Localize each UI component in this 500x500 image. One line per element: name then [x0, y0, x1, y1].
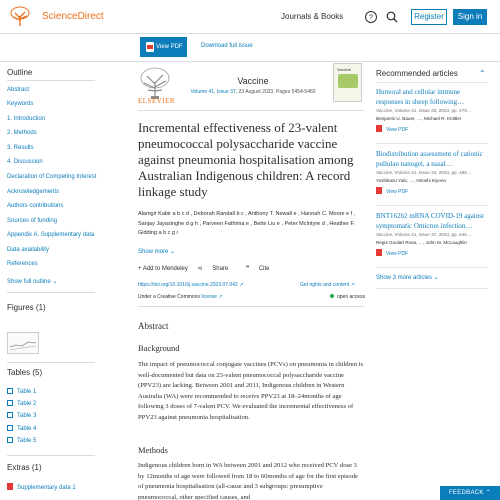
background-paragraph: The impact of pneumococcal conjugate vaccines (PCVs) on pneumonia in children is well-documented but data on 23-valent pneumococcal polysaccharide vaccine (PPV23) are lacking. Between 2001 and 2011, Indigenous children in Western Australia (WA) were recommended to receive PPV23 at 18–24months of age following 3 doses of 7-valent PCV. We evaluated the incremental effectiveness of PPV23 against pneumonia hospitalisation.: [138, 361, 364, 421]
table-icon: [7, 425, 13, 431]
divider: [7, 80, 95, 81]
share-icon: ⋖: [197, 266, 203, 272]
recommended-pdf-link[interactable]: View PDF: [376, 187, 488, 195]
journals-books-link[interactable]: Journals & Books: [281, 12, 344, 21]
abstract-heading: Abstract: [138, 321, 169, 331]
table-link-4[interactable]: Table 4: [7, 425, 36, 432]
table-link-2[interactable]: Table 2: [7, 400, 36, 407]
feedback-button[interactable]: FEEDBACK ⌃: [440, 486, 500, 500]
cover-image: [338, 74, 358, 88]
document-icon: [7, 483, 13, 490]
methods-heading: Methods: [138, 445, 168, 455]
divider: [7, 455, 95, 456]
doi-link[interactable]: https://doi.org/10.1016/j.vaccine.2023.07.042 ↗: [138, 282, 244, 288]
table-link-1[interactable]: Table 1: [7, 388, 36, 395]
divider: [376, 288, 488, 289]
recommended-title[interactable]: BNT162b2 mRNA COVID-19 against symptomatic Omicron infection…: [376, 212, 484, 230]
recommended-authors: Yoshikazu Yuki, …, Hiroshi Kiyono: [376, 178, 446, 183]
recommended-title[interactable]: Biodistribution assessment of cationic pullulan nanogel, a nasal…: [376, 150, 483, 168]
methods-paragraph: Indigenous children born in WA between 2001 and 2012 who received PCV dose 3 by 12months of age were followed from 18 to 60months of age for the first episode of pneumonia hospitalisation (all-cause and 3 subgroups: presumptive pneumococcal, other specified causes, and: [138, 462, 358, 500]
quote-icon: ❞: [245, 266, 250, 272]
outline-item-abstract[interactable]: Abstract: [7, 87, 30, 93]
divider: [138, 110, 364, 111]
recommended-heading: Recommended articles: [376, 69, 458, 78]
recommended-pdf-link[interactable]: View PDF: [376, 249, 488, 257]
external-link-icon: ↗: [239, 282, 244, 288]
license-link[interactable]: license: [201, 294, 217, 300]
table-icon: [7, 388, 13, 394]
recommended-authors: Benjamin U. Bauer, …, Michael R. Knittler: [376, 116, 462, 121]
outline-item-references[interactable]: References: [7, 261, 38, 267]
article-title: Incremental effectiveness of 23-valent pneumococcal polysaccharide vaccine against pneumonia hospitalisation among Australian Indigenous children: A record linkage study: [138, 120, 354, 199]
divider: [376, 267, 488, 268]
recommended-article-2[interactable]: [376, 149, 488, 195]
svg-text:?: ?: [369, 14, 373, 22]
divider: [376, 82, 488, 83]
extras-heading: Extras (1): [7, 463, 42, 472]
chevron-down-icon: ⌄: [52, 279, 58, 285]
outline-item-contributions[interactable]: Authors contributions: [7, 203, 64, 209]
help-icon[interactable]: [364, 10, 378, 24]
supplementary-data-link[interactable]: Supplementary data 1: [7, 483, 76, 491]
table-link-5[interactable]: Table 5: [7, 437, 36, 444]
outline-item-appendix[interactable]: Appendix A. Supplementary data: [7, 232, 95, 238]
recommended-title[interactable]: Humoral and cellular immune responses in sheep following…: [376, 88, 465, 106]
recommended-meta: Vaccine, Volume 41, Issue 37, 2023, pp. 546…: [376, 232, 472, 237]
figures-heading: Figures (1): [7, 303, 46, 312]
divider: [376, 205, 488, 206]
divider: [138, 306, 364, 307]
author-list[interactable]: Alamgir Kabir a b c d , Deborah Randall b c , Anthony T. Newall e , Hannah C. Moore e f , Sanjay Jayasinghe d g h , Parveen Fathima e , Bette Liu e , Peter McIntyre d , Heather F. Gidding a b c g i: [138, 211, 356, 236]
outline-item-methods[interactable]: 2. Methods: [7, 130, 37, 136]
recommended-pdf-link[interactable]: View PDF: [376, 125, 488, 133]
outline-item-introduction[interactable]: 1. Introduction: [7, 116, 46, 122]
show-more-articles-link[interactable]: Show 3 more articles ⌄: [376, 275, 439, 281]
table-icon: [7, 412, 13, 418]
journal-cover[interactable]: [333, 63, 362, 102]
outline-item-competing-interest[interactable]: Declaration of Competing Interest: [7, 174, 97, 180]
add-mendeley-button[interactable]: + Add to Mendeley: [138, 266, 188, 272]
divider: [7, 292, 95, 293]
chevron-up-icon[interactable]: ⌃: [479, 69, 486, 78]
recommended-article-3[interactable]: [376, 211, 488, 257]
recommended-meta: Vaccine, Volume 41, Issue 34, 2023, pp. 499…: [376, 170, 472, 175]
background-heading: Background: [138, 343, 180, 353]
brand-name[interactable]: ScienceDirect: [42, 11, 104, 22]
outline-heading: Outline: [7, 68, 33, 77]
cover-title: Vaccine: [337, 67, 351, 72]
issue-link[interactable]: Volume 41, Issue 37: [190, 89, 236, 95]
journal-title[interactable]: Vaccine: [237, 76, 269, 86]
outline-item-results[interactable]: 3. Results: [7, 145, 34, 151]
recommended-meta: Vaccine, Volume 41, Issue 33, 2023, pp. 479…: [376, 108, 472, 113]
search-icon[interactable]: [385, 10, 399, 24]
view-pdf-label: View PDF: [156, 44, 183, 50]
outline-item-keywords[interactable]: Keywords: [7, 101, 34, 107]
journal-meta: Volume 41, Issue 37, 23 August 2023, Pages 5454-5460: [190, 89, 316, 95]
feedback-chevron-icon: ⌃: [485, 490, 492, 496]
publisher-name: ELSEVIER: [138, 97, 176, 105]
pdf-icon: [376, 125, 382, 132]
share-button[interactable]: ⋖ Share: [197, 266, 229, 272]
rights-link[interactable]: Get rights and content ↗: [300, 282, 355, 288]
open-access-icon: [330, 294, 334, 298]
figure-preview-icon: [8, 333, 38, 353]
open-access-badge: open access: [330, 294, 365, 300]
chevron-down-icon: ⌄: [433, 275, 439, 281]
elsevier-logo-icon: [138, 66, 172, 100]
divider: [376, 143, 488, 144]
outline-item-acknowledgements[interactable]: Acknowledgements: [7, 189, 60, 195]
pdf-icon: [376, 187, 382, 194]
table-icon: [7, 400, 13, 406]
recommended-authors: Regis Goulart Rosa, …, John M. McLaughlin: [376, 240, 467, 245]
tables-heading: Tables (5): [7, 368, 43, 377]
cite-button[interactable]: ❞ Cite: [245, 266, 270, 272]
recommended-article-1[interactable]: [376, 87, 488, 133]
outline-item-funding[interactable]: Sources of funding: [7, 218, 58, 224]
top-header: [0, 0, 500, 34]
sign-in-button[interactable]: Sign in: [453, 9, 487, 25]
register-button[interactable]: Register: [411, 9, 447, 25]
external-link-icon: ↗: [218, 294, 223, 300]
show-more-link[interactable]: Show more ⌄: [138, 249, 176, 255]
chevron-down-icon: ⌄: [170, 249, 176, 255]
pdf-icon: [146, 42, 154, 52]
elsevier-tree-icon[interactable]: [8, 6, 32, 28]
table-icon: [7, 437, 13, 443]
outline-item-data-availability[interactable]: Data availability: [7, 247, 50, 253]
table-link-3[interactable]: Table 3: [7, 412, 36, 419]
license-info: Under a Creative Commons license ↗: [138, 294, 223, 300]
external-link-icon: ↗: [350, 282, 355, 288]
view-pdf-button[interactable]: [140, 37, 187, 57]
show-full-outline-link[interactable]: Show full outline ⌄: [7, 279, 58, 285]
figure-thumbnail[interactable]: [7, 332, 39, 354]
article-actions: [138, 265, 286, 272]
divider: [7, 362, 95, 363]
download-issue-link[interactable]: Download full issue: [201, 43, 253, 49]
outline-item-discussion[interactable]: 4. Discussion: [7, 159, 43, 165]
pdf-icon: [376, 249, 382, 256]
